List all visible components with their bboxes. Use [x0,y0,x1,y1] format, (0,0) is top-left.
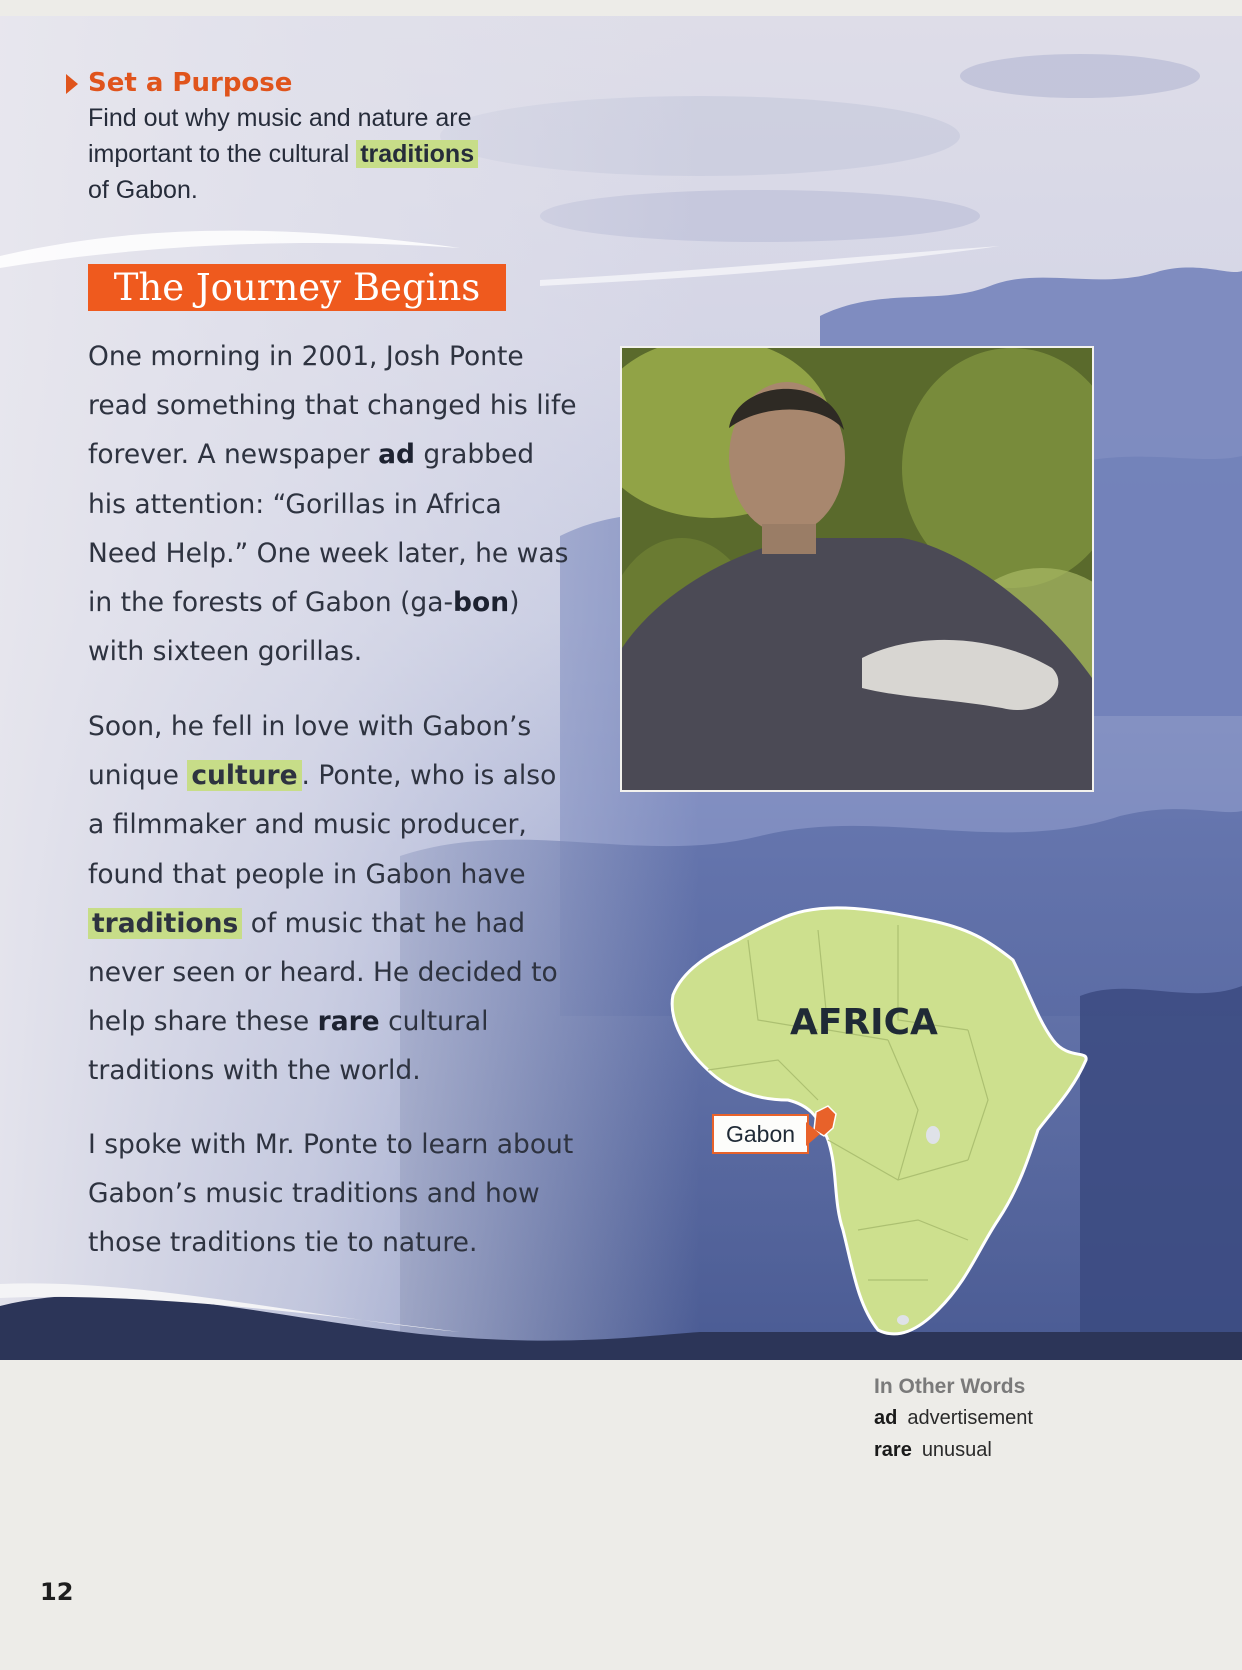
in-other-words-box [874,1372,1033,1466]
vocab-highlight-traditions: traditions [356,140,478,168]
callout-pointer [806,1122,820,1146]
p2-text-c: of music that he had never seen or heard. He decided to help share these [88,907,558,1038]
josh-ponte-photo [620,346,1094,792]
paragraph-1 [88,332,578,676]
p2-text-d: cultural traditions with the world. [88,1006,489,1087]
gabon-callout [712,1114,809,1154]
triangle-arrow-icon [66,74,78,94]
set-a-purpose-box [66,66,496,208]
africa-map [668,900,1096,1340]
in-other-words-title: In Other Words [874,1375,1026,1398]
pronunciation-stress: bon [453,587,510,619]
vocab-term-ad: ad [378,439,415,471]
p1-text-c: ) with sixteen gorillas. [88,587,520,668]
paragraph-2 [88,702,578,1096]
page-number: 12 [40,1578,74,1606]
glossary-entry [874,1402,1033,1434]
glossary-term: rare [874,1439,912,1461]
glossary-entry [874,1434,1033,1466]
p1-text-a: One morning in 2001, Josh Ponte read something that changed his life forever. A newspaper [88,341,577,471]
africa-label: AFRICA [790,1002,938,1043]
top-margin [0,0,1242,16]
p2-text-b: . Ponte, who is also a filmmaker and music producer, found that people in Gabon have [88,760,557,890]
glossary-definition: unusual [921,1439,992,1461]
p1-text-b: grabbed his attention: “Gorillas in Africa Need Help.” One week later, he was in the forests of Gabon (ga- [88,439,569,619]
vocab-highlight-culture: culture [187,760,301,791]
person-in-forest-image [622,348,1092,790]
purpose-text-before: Find out why music and nature are important to the cultural [88,104,472,168]
purpose-text-after: of Gabon. [88,176,198,204]
vocab-term-rare: rare [317,1006,380,1038]
glossary-definition: advertisement [907,1407,1033,1429]
purpose-heading [88,66,496,100]
section-title: The Journey Begins [88,264,506,311]
p2-text-a: Soon, he fell in love with Gabon’s unique [88,711,532,792]
purpose-heading-text: Set a Purpose [88,68,293,98]
purpose-text [88,100,496,208]
gabon-label: Gabon [726,1121,796,1147]
glossary-term: ad [874,1407,898,1429]
vocab-highlight-traditions-2: traditions [88,908,242,939]
paragraph-3: I spoke with Mr. Ponte to learn about Gabon’s music traditions and how those traditions tie to nature. [88,1129,574,1259]
